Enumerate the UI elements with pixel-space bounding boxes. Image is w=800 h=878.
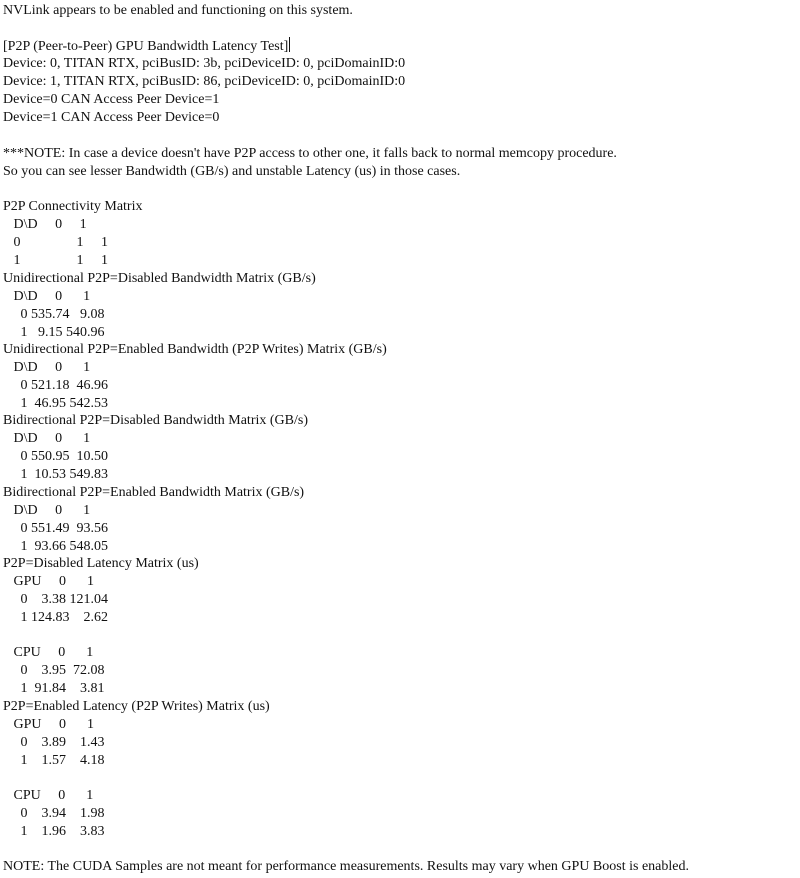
lat-enabled-gpu-header-row: GPU 0 1 <box>3 717 95 732</box>
bi-enabled-row-0: 0 551.49 93.56 <box>3 521 108 536</box>
bi-enabled-header-row: D\D 0 1 <box>3 503 91 518</box>
lat-enabled-title: P2P=Enabled Latency (P2P Writes) Matrix (us) <box>3 699 270 714</box>
uni-disabled-title: Unidirectional P2P=Disabled Bandwidth Matrix (GB/s) <box>3 271 316 286</box>
peer-access-1-line: Device=1 CAN Access Peer Device=0 <box>3 110 220 125</box>
test-header-line[interactable] <box>3 37 800 55</box>
lat-disabled-title: P2P=Disabled Latency Matrix (us) <box>3 556 199 571</box>
uni-enabled-header-row: D\D 0 1 <box>3 360 91 375</box>
lat-disabled-gpu-header-row: GPU 0 1 <box>3 574 95 589</box>
lat-disabled-gpu-row-1: 1 124.83 2.62 <box>3 610 108 625</box>
final-note-line: NOTE: The CUDA Samples are not meant for performance measurements. Results may vary when GPU Boost is enabled. <box>3 859 689 874</box>
lat-disabled-cpu-header-row: CPU 0 1 <box>3 645 94 660</box>
bi-disabled-row-1: 1 10.53 549.83 <box>3 467 108 482</box>
device-0-line: Device: 0, TITAN RTX, pciBusID: 3b, pciDeviceID: 0, pciDomainID:0 <box>3 56 406 71</box>
text-cursor <box>289 37 290 52</box>
connectivity-row-1: 1 1 1 <box>3 253 108 268</box>
bi-disabled-title: Bidirectional P2P=Disabled Bandwidth Matrix (GB/s) <box>3 413 308 428</box>
connectivity-title: P2P Connectivity Matrix <box>3 199 143 214</box>
lat-disabled-gpu-row-0: 0 3.38 121.04 <box>3 592 108 607</box>
device-1-line: Device: 1, TITAN RTX, pciBusID: 86, pciDeviceID: 0, pciDomainID:0 <box>3 74 406 89</box>
bi-enabled-title: Bidirectional P2P=Enabled Bandwidth Matrix (GB/s) <box>3 485 305 500</box>
uni-disabled-row-1: 1 9.15 540.96 <box>3 325 105 340</box>
lat-enabled-cpu-header-row: CPU 0 1 <box>3 788 94 803</box>
bi-disabled-header-row: D\D 0 1 <box>3 431 91 446</box>
uni-disabled-header-row: D\D 0 1 <box>3 289 91 304</box>
bi-enabled-row-1: 1 93.66 548.05 <box>3 539 108 554</box>
lat-disabled-cpu-row-0: 0 3.95 72.08 <box>3 663 105 678</box>
uni-enabled-row-0: 0 521.18 46.96 <box>3 378 108 393</box>
lat-enabled-cpu-row-1: 1 1.96 3.83 <box>3 824 105 839</box>
lat-disabled-cpu-row-1: 1 91.84 3.81 <box>3 681 105 696</box>
lat-enabled-gpu-row-1: 1 1.57 4.18 <box>3 753 105 768</box>
note-line-2: So you can see lesser Bandwidth (GB/s) and unstable Latency (us) in those cases. <box>3 164 461 179</box>
uni-disabled-row-0: 0 535.74 9.08 <box>3 307 105 322</box>
lat-enabled-gpu-row-0: 0 3.89 1.43 <box>3 735 105 750</box>
test-header-text: [P2P (Peer-to-Peer) GPU Bandwidth Latency Test] <box>3 39 289 54</box>
connectivity-row-0: 0 1 1 <box>3 235 108 250</box>
bi-disabled-row-0: 0 550.95 10.50 <box>3 449 108 464</box>
lat-enabled-cpu-row-0: 0 3.94 1.98 <box>3 806 105 821</box>
nvlink-status-line: NVLink appears to be enabled and functioning on this system. <box>3 3 353 18</box>
connectivity-header-row: D\D 0 1 <box>3 217 87 232</box>
peer-access-0-line: Device=0 CAN Access Peer Device=1 <box>3 92 220 107</box>
note-line-1: ***NOTE: In case a device doesn't have P2P access to other one, it falls back to normal memcopy procedure. <box>3 146 617 161</box>
uni-enabled-row-1: 1 46.95 542.53 <box>3 396 108 411</box>
uni-enabled-title: Unidirectional P2P=Enabled Bandwidth (P2P Writes) Matrix (GB/s) <box>3 342 387 357</box>
